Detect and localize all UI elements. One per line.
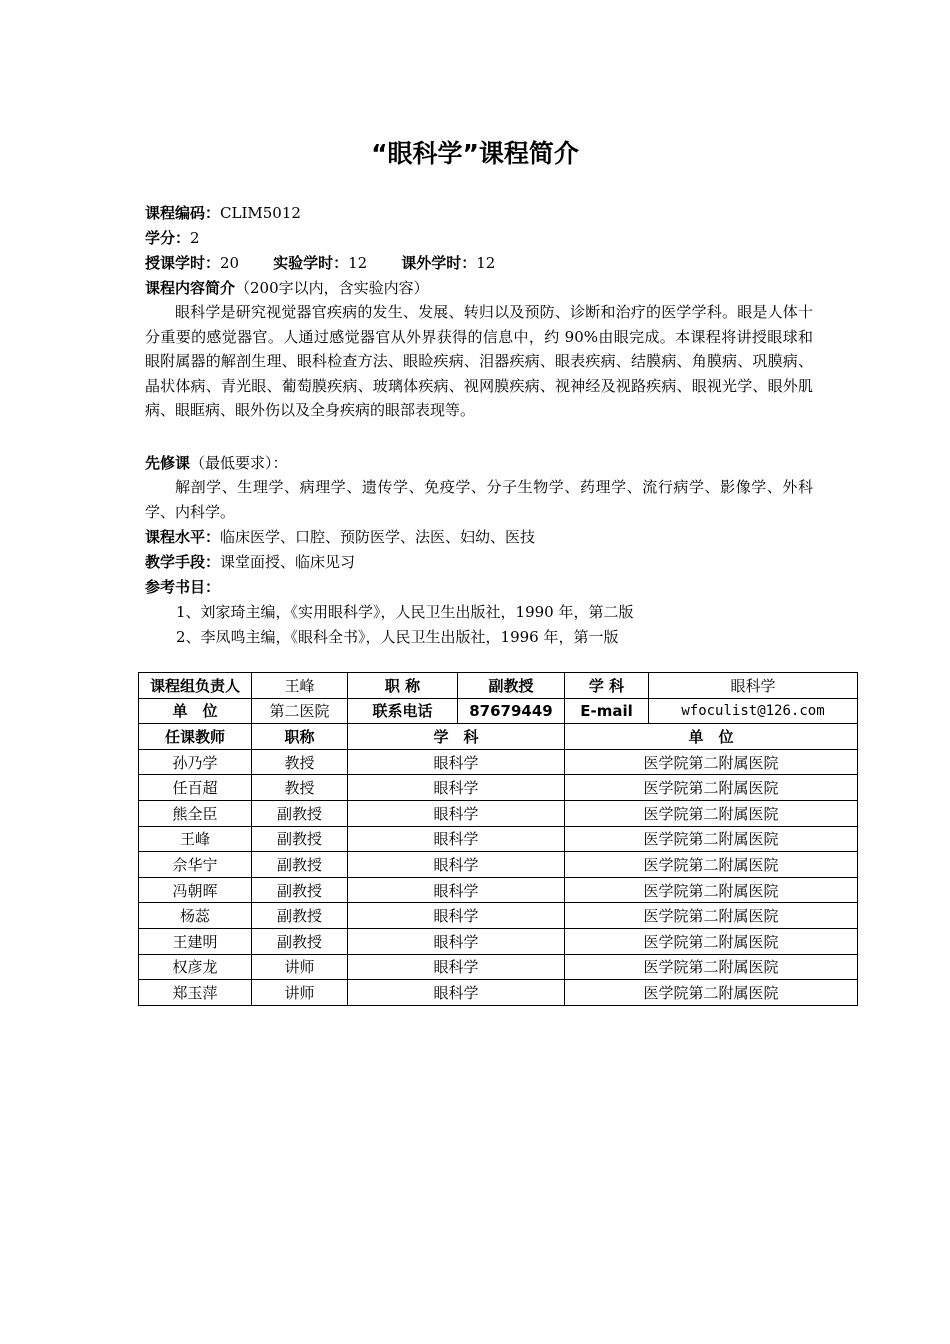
credits-value: 2 [190,229,200,247]
teacher-title-cell: 教授 [252,775,348,801]
teacher-title-cell: 副教授 [252,826,348,852]
reference-item: 1、刘家琦主编，《实用眼科学》，人民卫生出版社，1990 年，第二版 [176,603,634,621]
teacher-name-cell: 熊全臣 [139,800,252,826]
teacher-table [138,672,858,1006]
table-row [139,980,858,1006]
teacher-subject-cell: 眼科学 [348,749,565,775]
reference-item: 2、李凤鸣主编，《眼科全书》，人民卫生出版社，1996 年，第一版 [176,628,619,646]
teacher-unit-cell: 医学院第二附属医院 [565,903,858,929]
teacher-unit-cell: 医学院第二附属医院 [565,826,858,852]
subject-value-cell: 眼科学 [649,673,858,699]
teacher-subject-cell: 眼科学 [348,954,565,980]
teacher-unit-cell: 医学院第二附属医院 [565,954,858,980]
teacher-title-cell: 副教授 [252,928,348,954]
teacher-name-cell: 佘华宁 [139,852,252,878]
table-row [139,800,858,826]
table-row [139,954,858,980]
teacher-title-cell: 教授 [252,749,348,775]
teaching-method-value: 课堂面授、临床见习 [220,553,356,571]
teacher-name-cell: 杨蕊 [139,903,252,929]
teacher-unit-cell: 医学院第二附属医院 [565,775,858,801]
content-label: 课程内容简介 [145,279,236,297]
teacher-title-cell: 副教授 [252,877,348,903]
course-level [145,526,535,547]
teacher-unit-cell: 医学院第二附属医院 [565,852,858,878]
table-row-course-head [139,673,858,699]
prerequisites-note: （最低要求）： [190,454,288,472]
teacher-name-cell: 孙乃学 [139,749,252,775]
content-text: 眼科学是研究视觉器官疾病的发生、发展、转归以及预防、诊断和治疗的医学学科。眼是人体十分重要的感觉器官。人通过感觉器官从外界获得的信息中，约 90%由眼完成。本课程将讲授眼球和眼附属器的解剖生理、眼科检查方法、眼睑疾病、泪器疾病、眼表疾病、结膜病、角膜病、巩膜病、晶状体病、青光眼、葡萄膜疾病、玻璃体疾病、视网膜疾病、视神经及视路疾病、眼视光学、眼外肌病、眼眶病、眼外伤以及全身疾病的眼部表现等。 [145,303,813,419]
teacher-name-cell: 任百超 [139,775,252,801]
title-label-cell: 职 称 [348,673,458,699]
subject-header-cell: 学 科 [348,724,565,750]
credits [145,227,200,248]
teacher-subject-cell: 眼科学 [348,826,565,852]
teacher-name-cell: 王峰 [139,826,252,852]
lecture-hours-label: 授课学时： [145,254,221,272]
prerequisites-text: 解剖学、生理学、病理学、遗传学、免疫学、分子生物学、药理学、流行病学、影像学、外科学、内科学。 [145,478,813,521]
content-heading [145,277,429,298]
teacher-subject-cell: 眼科学 [348,928,565,954]
course-level-label: 课程水平： [145,528,221,546]
teacher-unit-cell: 医学院第二附属医院 [565,749,858,775]
unit-value-cell: 第二医院 [252,698,348,724]
content-note: （200字以内，含实验内容） [235,279,429,297]
teacher-unit-cell: 医学院第二附属医院 [565,928,858,954]
head-value-cell: 王峰 [252,673,348,699]
unit-header-cell: 单 位 [565,724,858,750]
email-value-cell: wfoculist@126.com [649,698,858,724]
lecture-hours-value: 20 [220,254,240,272]
teacher-name-cell: 冯朝晖 [139,877,252,903]
teacher-title-cell: 讲师 [252,980,348,1006]
subject-label-cell: 学 科 [565,673,649,699]
hours [145,252,495,273]
table-row-contact [139,698,858,724]
prerequisites-label: 先修课 [145,454,191,472]
page-title: “眼科学”课程简介 [371,139,579,168]
head-label-cell: 课程组负责人 [139,673,252,699]
table-row [139,826,858,852]
table-row [139,877,858,903]
credits-label: 学分： [145,229,191,247]
teacher-header-cell: 任课教师 [139,724,252,750]
teacher-subject-cell: 眼科学 [348,980,565,1006]
lab-hours-label: 实验学时： [273,254,349,272]
course-code-label: 课程编码： [145,204,221,222]
table-row [139,775,858,801]
extra-hours-label: 课外学时： [401,254,477,272]
references-label: 参考书目： [145,578,221,596]
course-code-value: CLIM5012 [220,204,301,222]
teacher-title-cell: 副教授 [252,800,348,826]
teacher-subject-cell: 眼科学 [348,775,565,801]
phone-value-cell: 87679449 [458,698,565,724]
teacher-subject-cell: 眼科学 [348,852,565,878]
course-level-value: 临床医学、口腔、预防医学、法医、妇幼、医技 [220,528,536,546]
teacher-unit-cell: 医学院第二附属医院 [565,980,858,1006]
prerequisites-heading [145,452,288,473]
lab-hours-value: 12 [348,254,368,272]
teaching-method-label: 教学手段： [145,553,221,571]
course-code [145,202,301,223]
teacher-name-cell: 王建明 [139,928,252,954]
teaching-method [145,551,355,572]
phone-label-cell: 联系电话 [348,698,458,724]
extra-hours-value: 12 [476,254,496,272]
teacher-unit-cell: 医学院第二附属医院 [565,800,858,826]
email-label-cell: E-mail [565,698,649,724]
teacher-title-cell: 副教授 [252,903,348,929]
table-row [139,852,858,878]
table-row [139,928,858,954]
teacher-unit-cell: 医学院第二附属医院 [565,877,858,903]
title-value-cell: 副教授 [458,673,565,699]
teacher-name-cell: 权彦龙 [139,954,252,980]
title-header-cell: 职称 [252,724,348,750]
references-heading [145,576,220,597]
table-header-row [139,724,858,750]
teacher-title-cell: 副教授 [252,852,348,878]
teacher-subject-cell: 眼科学 [348,877,565,903]
table-row [139,903,858,929]
teacher-subject-cell: 眼科学 [348,800,565,826]
unit-label-cell: 单 位 [139,698,252,724]
teacher-title-cell: 讲师 [252,954,348,980]
teacher-name-cell: 郑玉萍 [139,980,252,1006]
table-row [139,749,858,775]
teacher-subject-cell: 眼科学 [348,903,565,929]
